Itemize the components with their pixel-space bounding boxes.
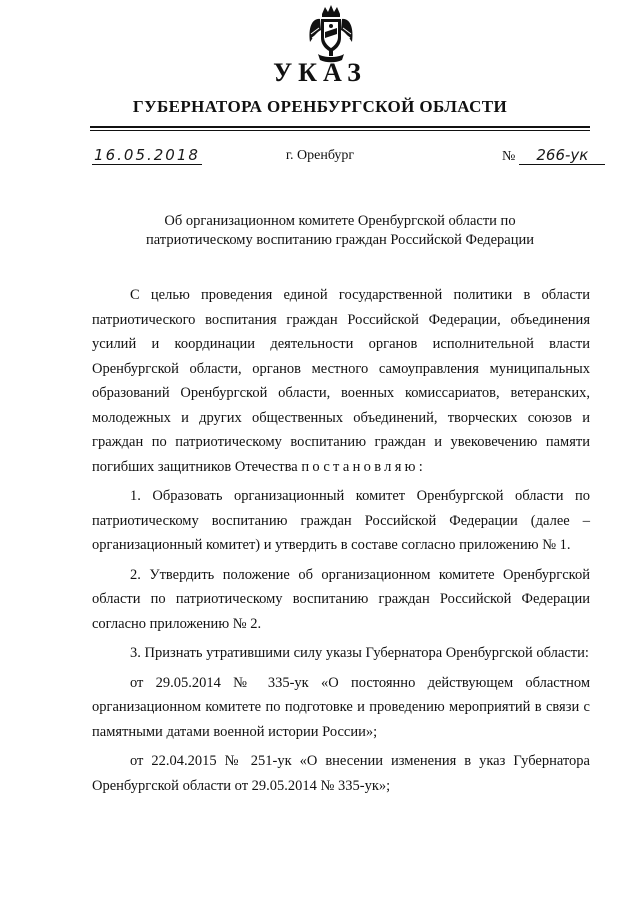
sub-item-2: от 22.04.2015 № 251-ук «О внесении изменения в указ Губернатора Оренбургской области от 29.05.2014 № 335-ук»; xyxy=(92,753,590,794)
decree-date: 16.05.2018 xyxy=(92,146,202,165)
number-label: № xyxy=(502,149,516,164)
item-1: 1. Образовать организационный комитет Оренбургской области по патриотическому воспитанию граждан Российской Федерации (далее – организационный комитет) и утвердить в составе согласно приложению № 1. xyxy=(92,488,590,553)
decree-city: г. Оренбург xyxy=(285,148,355,163)
header-rule-thick xyxy=(90,126,590,128)
decree-body xyxy=(92,283,590,798)
document-title: УКАЗ xyxy=(273,58,367,87)
decree-number-block xyxy=(502,146,605,165)
intro-paragraph xyxy=(92,283,590,479)
document-subtitle: ГУБЕРНАТОРА ОРЕНБУРГСКОЙ ОБЛАСТИ xyxy=(132,97,508,116)
decree-word: постановляю: xyxy=(301,458,427,475)
item-3: 3. Признать утратившими силу указы Губернатора Оренбургской области: xyxy=(130,645,589,661)
coat-of-arms-icon xyxy=(306,4,356,64)
decree-number: 266-ук xyxy=(519,146,605,165)
decree-heading xyxy=(120,212,560,250)
heading-line-1: Об организационном комитете Оренбургской области по xyxy=(164,213,516,229)
item-2: 2. Утвердить положение об организационном комитете Оренбургской области по патриотическому воспитанию граждан Российской Федерации согласно приложению № 2. xyxy=(92,566,590,632)
intro-text: С целью проведения единой государственной политики в области патриотического воспитания граждан Российской Федерации, объединения усилий и координации деятельности органов исполнительной власти Оренбургской области, органов местного самоуправления муниципальных образований Оренбургской области, военных комиссариатов, ветеранских, молодежных и других общественных объединений, творческих союзов и граждан по патриотическому воспитанию граждан и увековечению памяти погибших защитников Отечества xyxy=(92,287,590,475)
sub-item-1: от 29.05.2014 № 335-ук «О постоянно действующем областном организационном комитете по подготовке и проведению мероприятий в связи с памятными датами военной истории России»; xyxy=(92,674,590,740)
header-rule-thin xyxy=(90,130,590,131)
heading-line-2: патриотическому воспитанию граждан Российской Федерации xyxy=(145,232,534,248)
